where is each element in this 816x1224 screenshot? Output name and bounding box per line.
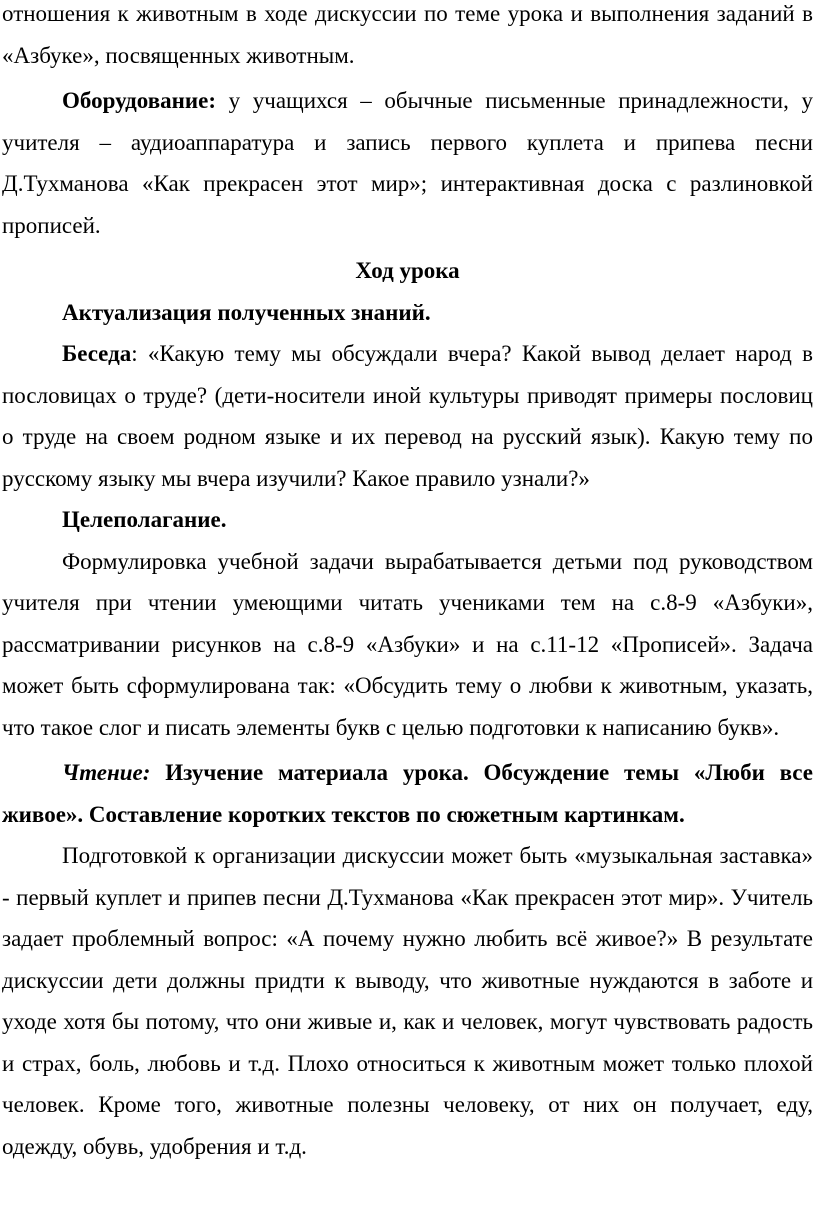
actualization-heading: Актуализация полученных знаний. [62,299,431,325]
equipment-paragraph [2,80,813,246]
discussion-text: Подготовкой к организации дискуссии может быть «музыкальная заставка» - первый куплет и припев песни Д.Тухманова «Как прекрасен этот мир». Учитель задает проблемный вопрос: «А почему нужно любить всё живое?» В результате дискуссии дети должны придти к выводу, что животные нуждаются в заботе и уходе хотя бы потому, что они живые и, как и человек, могут чувствовать радость и страх, боль, любовь и т.д. Плохо относиться к животным может только плохой человек. Кроме того, животные полезны человеку, от них он получает, еду, одежду, обувь, удобрения и т.д. [2,843,813,1159]
goal-paragraph [2,541,813,749]
lesson-heading: Ход урока [355,258,460,283]
goal-heading: Целеполагание. [62,507,227,532]
goal-text: Формулировка учебной задачи вырабатывается детьми под руководством учителя при чтении умеющими читать учениками тем на с.8-9 «Азбуки», рассматривании рисунков на с.8-9 «Азбуки» и на с.11-12 «Прописей». Задача может быть сформулирована так: «Обсудить тему о любви к животным, указать, что такое слог и писать элементы букв с целью подготовки к написанию букв». [2,548,813,740]
intro-text: отношения к животным в ходе дискуссии по теме урока и выполнения заданий в «Азбуке», посвященных животным. [2,1,813,68]
equipment-text: у учащихся – обычные письменные принадлежности, у учителя – аудиоаппаратура и запись первого куплета и припева песни Д.Тухманова «Как прекрасен этот мир»; интерактивная доска с разлиновкой прописей. [2,88,813,238]
discussion-paragraph [2,835,813,1167]
intro-paragraph [2,0,813,76]
reading-paragraph [2,752,813,835]
conversation-label: Беседа [62,341,132,366]
equipment-label: Оборудование: [62,88,216,113]
reading-label: Чтение: [62,760,151,785]
conversation-paragraph [2,333,813,499]
conversation-text: : «Какую тему мы обсуждали вчера? Какой вывод делает народ в пословицах о труде? (дети-носители иной культуры приводят примеры пословиц о труде на своем родном языке и их перевод на русский язык). Какую тему по русскому языку мы вчера изучили? Какое правило узнали?» [2,341,813,491]
reading-heading: Изучение материала урока. Обсуждение темы «Люби все живое». Составление коротких текстов по сюжетным картинкам. [2,760,813,827]
